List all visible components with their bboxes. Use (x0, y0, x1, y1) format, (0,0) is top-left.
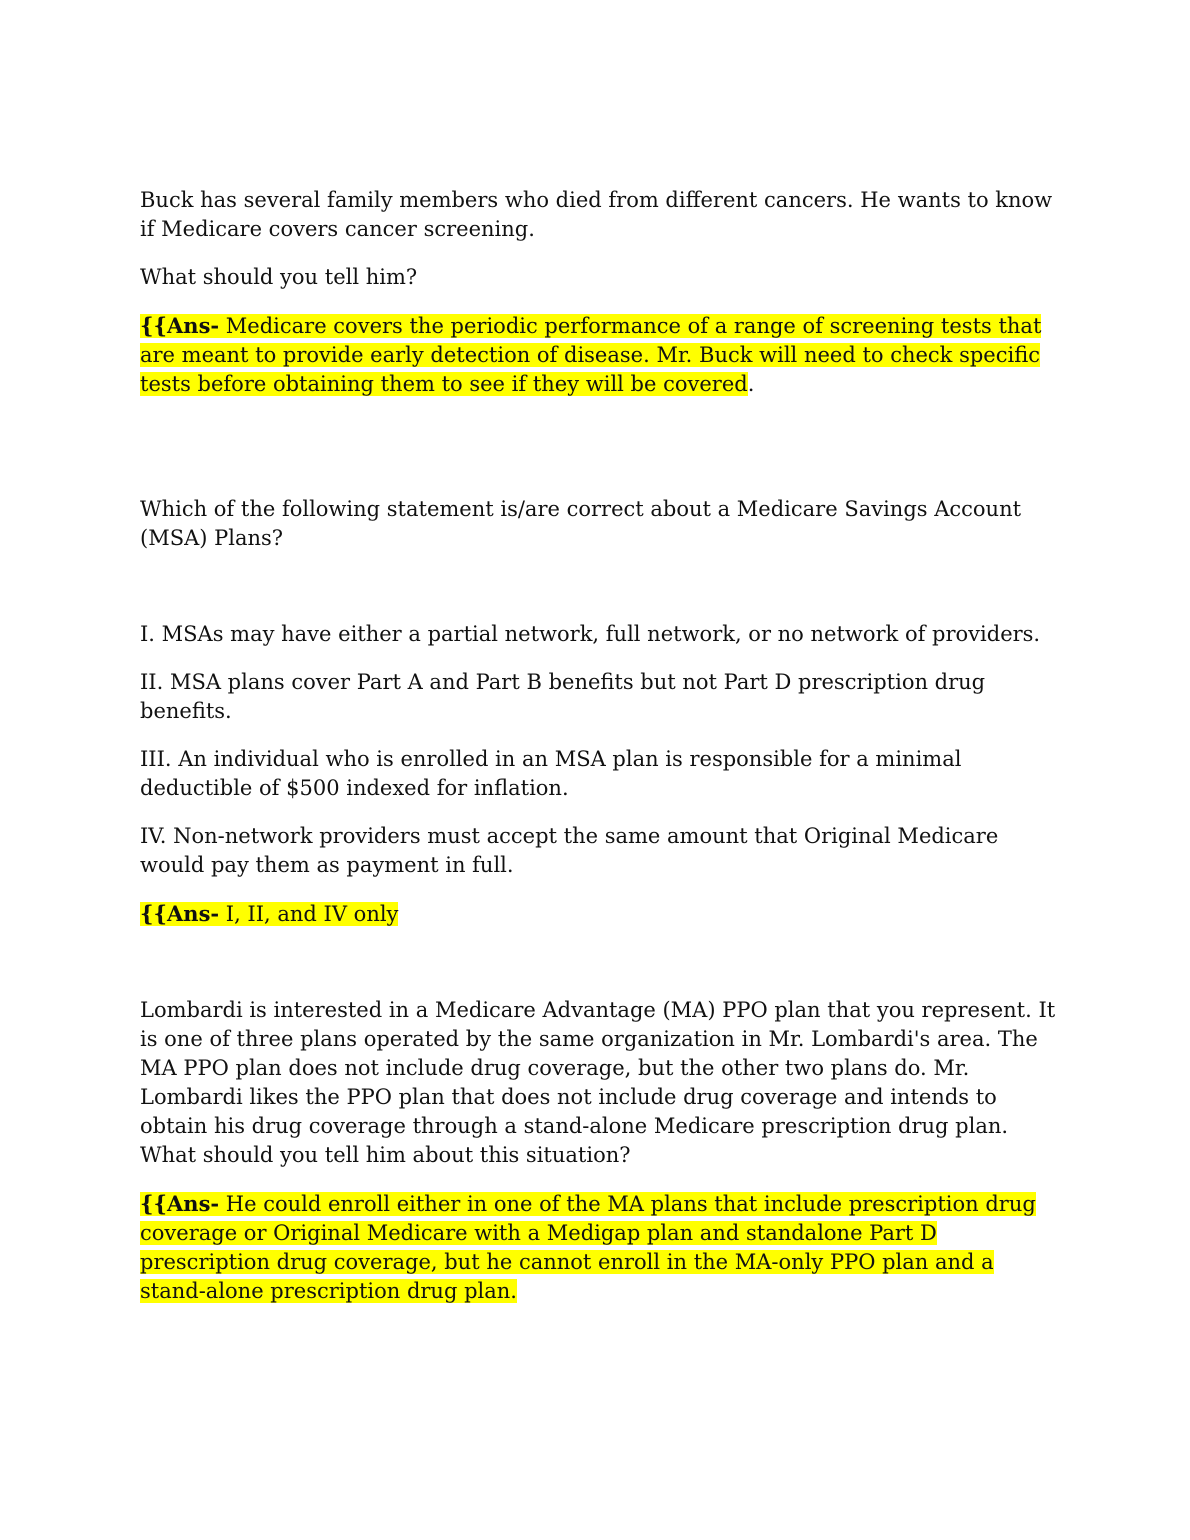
q1-answer-highlight (140, 314, 1041, 396)
q2-statement-2: II. MSA plans cover Part A and Part B benefits but not Part D prescription drug benefits. (140, 670, 986, 723)
q2-answer (140, 899, 1060, 929)
q1-question: Buck has several family members who died from different cancers. He wants to know if Medicare covers cancer screening. (140, 188, 1053, 241)
q1-answer-trailing: . (747, 372, 755, 396)
q1-answer-prefix: {{Ans- (140, 313, 220, 338)
document-page (140, 186, 1060, 1306)
q3-answer (140, 1189, 1060, 1306)
q2-statement-3: III. An individual who is enrolled in an MSA plan is responsible for a minimal deductible of $500 indexed for inflation. (140, 747, 962, 800)
q2-statement-1: I. MSAs may have either a partial network, full network, or no network of providers. (140, 622, 1041, 646)
q2-answer-highlight (140, 902, 398, 926)
q1-prompt: What should you tell him? (140, 265, 418, 289)
q3-answer-text: He could enroll either in one of the MA plans that include prescription drug coverage or Original Medicare with a Medigap plan and standalone Part D prescription drug coverage, but he cannot enroll in the MA-only PPO plan and a stand-alone prescription drug plan. (140, 1192, 1036, 1303)
q3-answer-highlight (140, 1192, 1036, 1303)
q1-answer-text: Medicare covers the periodic performance of a range of screening tests that are meant to provide early detection of disease. Mr. Buck will need to check specific tests before obtaining them to see if they will be covered (140, 314, 1042, 396)
q2-answer-prefix: {{Ans- (140, 901, 220, 926)
q2-question: Which of the following statement is/are correct about a Medicare Savings Account (MSA) Plans? (140, 497, 1022, 550)
q2-statement-4: IV. Non-network providers must accept the same amount that Original Medicare would pay them as payment in full. (140, 824, 999, 877)
q3-question: Lombardi is interested in a Medicare Advantage (MA) PPO plan that you represent. It is one of three plans operated by the same organization in Mr. Lombardi's area. The MA PPO plan does not include drug coverage, but the other two plans do. Mr. Lombardi likes the PPO plan that does not include drug coverage and intends to obtain his drug coverage through a stand-alone Medicare prescription drug plan. What should you tell him about this situation? (140, 998, 1056, 1167)
q3-answer-prefix: {{Ans- (140, 1191, 220, 1216)
q1-answer (140, 311, 1060, 399)
q2-answer-text: I, II, and IV only (219, 902, 399, 926)
